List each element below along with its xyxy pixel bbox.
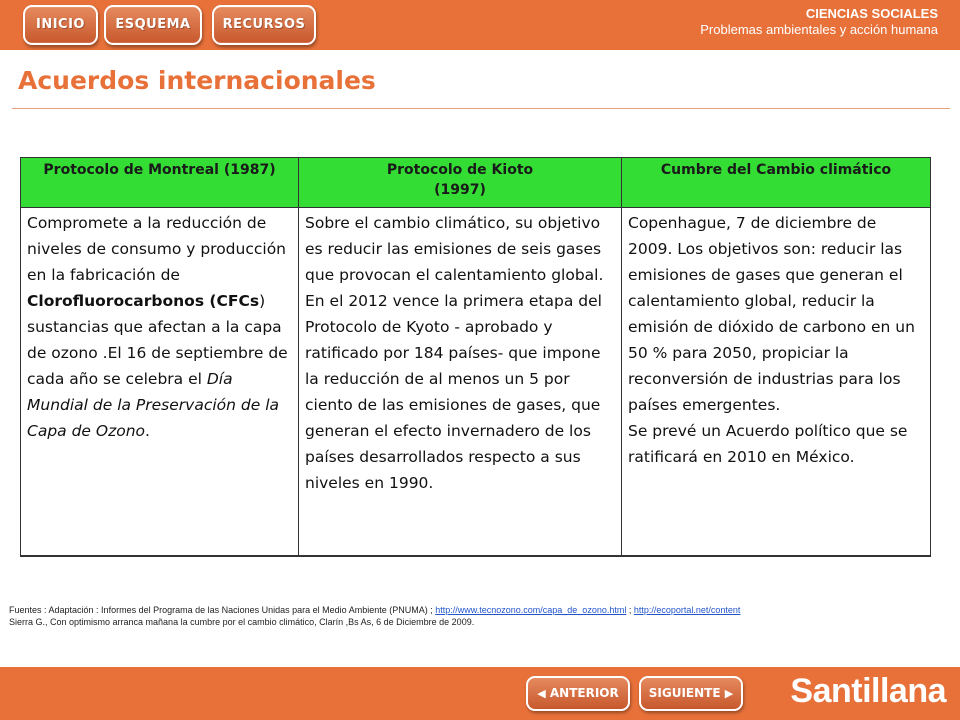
course-subtitle: Problemas ambientales y acción humana [700, 22, 938, 37]
arrow-left-icon: ◀ [537, 687, 546, 700]
sources [9, 604, 740, 628]
montreal-day: Día Mundial de la Preservación de la Capa de Ozono [27, 370, 280, 440]
sources-line-1 [9, 604, 740, 616]
cell-kioto [299, 208, 622, 556]
header-montreal [21, 158, 299, 208]
header-kioto [299, 158, 622, 208]
anterior-button[interactable] [526, 676, 630, 711]
montreal-text-2: ) sustancias que afectan a la capa de ozono .El 16 de septiembre de cada año se celebra el [27, 292, 288, 388]
montreal-text-1: Compromete a la reducción de niveles de consumo y producción en la fabricación de [27, 214, 286, 284]
bottom-bar [0, 667, 960, 720]
source-link-ecoportal[interactable]: http://ecoportal.net/content [633, 605, 741, 615]
table-row [21, 208, 931, 556]
siguiente-label: SIGUIENTE [648, 686, 721, 700]
title-divider [12, 108, 950, 109]
santillana-logo: Santillana [790, 672, 946, 710]
header-montreal-label: Protocolo de Montreal (1987) [43, 162, 276, 178]
header-kioto-line2: (1997) [434, 182, 486, 198]
header-kioto-line1: Protocolo de Kioto [386, 162, 534, 178]
header-cumbre [622, 158, 931, 208]
course-header [700, 5, 938, 38]
kioto-text: Sobre el cambio climático, su objetivo es reducir las emisiones de seis gases que provocan el calentamiento global. En el 2012 vence la primera etapa del Protocolo de Kyoto - aprobado y ratificado por 184 países- que impone la reducción de al menos un 5 por ciento de las emisiones de gases, que generan el efecto invernadero de los países desarrollados respecto a sus niveles en 1990. [305, 214, 604, 492]
cumbre-text-2: Se prevé un Acuerdo político que se ratificará en 2010 en México. [628, 422, 908, 466]
recursos-button[interactable]: RECURSOS [212, 5, 316, 45]
source-link-tecnozono[interactable]: http://www.tecnozono.com/capa_de_ozono.html [435, 605, 627, 615]
inicio-button[interactable]: INICIO [23, 5, 98, 45]
cumbre-text-1: Copenhague, 7 de diciembre de 2009. Los objetivos son: reducir las emisiones de gases que generan el calentamiento global, reducir la emisión de dióxido de carbono en un 50 % para 2050, propiciar la reconversión de industrias para los países emergentes. [628, 214, 915, 414]
arrow-right-icon: ▶ [724, 687, 734, 700]
sources-separator: ; [626, 605, 634, 615]
anterior-label: ANTERIOR [549, 686, 619, 700]
cell-cumbre [622, 208, 931, 556]
siguiente-button[interactable] [639, 676, 743, 711]
sources-text: Fuentes : Adaptación : Informes del Programa de las Naciones Unidas para el Medio Ambiente (PNUMA) ; [9, 605, 436, 615]
montreal-text-3: . [145, 422, 150, 440]
table-header-row [21, 158, 931, 208]
course-title: CIENCIAS SOCIALES [805, 6, 938, 21]
cell-montreal [21, 208, 299, 556]
top-bar [0, 0, 960, 50]
page-title: Acuerdos internacionales [18, 66, 376, 95]
montreal-cfcs: Clorofluorocarbonos (CFCs [27, 292, 260, 310]
header-cumbre-label: Cumbre del Cambio climático [660, 162, 892, 178]
sources-line-2: Sierra G., Con optimismo arranca mañana la cumbre por el cambio climático, Clarín ,Bs As, 6 de Diciembre de 2009. [9, 617, 475, 627]
esquema-button[interactable]: ESQUEMA [104, 5, 202, 45]
agreements-table [20, 157, 931, 557]
